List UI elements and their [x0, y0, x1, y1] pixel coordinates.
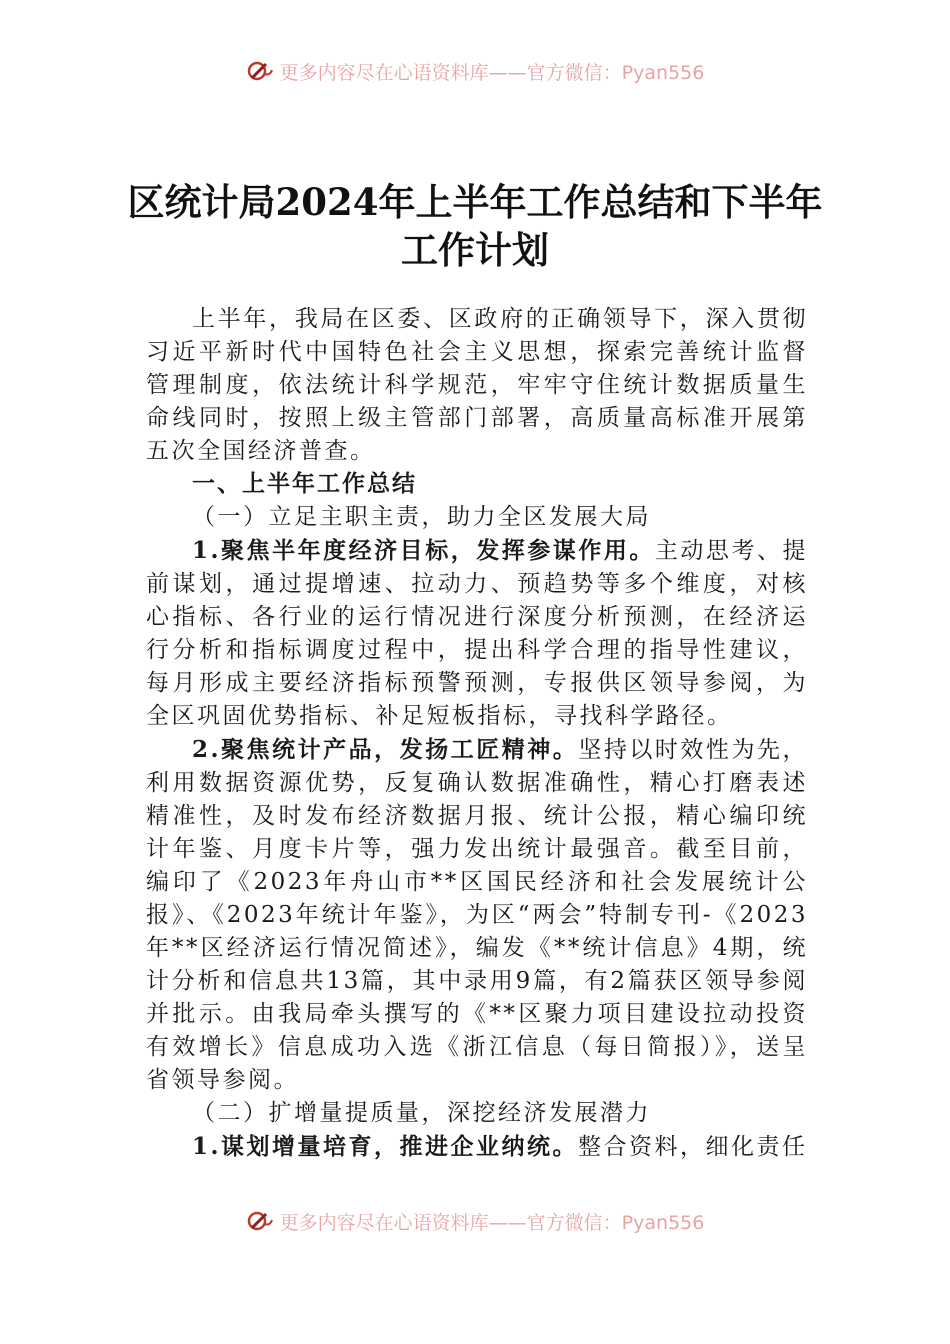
subsection-heading-1: （一）立足主职主责，助力全区发展大局 — [192, 504, 651, 530]
watermark-text: 更多内容尽在心语资料库——官方微信：Pyan556 — [279, 1211, 705, 1234]
section-heading-1: 一、上半年工作总结 — [192, 471, 417, 497]
item-lead-1: 1.聚焦半年度经济目标，发挥参谋作用。 — [192, 537, 655, 564]
item-paragraph-3 — [146, 1130, 808, 1164]
item-lead-2: 2.聚焦统计产品，发扬工匠精神。 — [192, 736, 579, 763]
watermark-bottom — [0, 1206, 950, 1236]
logo-icon — [246, 1210, 274, 1232]
subsection-heading-2: （二）扩增量提质量，深挖经济发展潜力 — [192, 1100, 651, 1126]
document-title-line1: 区统计局2024年上半年工作总结和下半年 — [127, 180, 823, 224]
watermark-top — [0, 56, 950, 86]
item-body-2: 坚持以时效性为先，利用数据资源优势，反复确认数据准确性，精心打磨表述精准性，及时发布经济数据月报、统计公报，精心编印统计年鉴、月度卡片等，强力发出统计最强音。截至目前，编印了《2023年舟山市**区国民经济和社会发展统计公报》、《2023年统计年鉴》，为区“两会”特制专刊-《2023年**区经济运行情况简述》，编发《**统计信息》4期，统计分析和信息共13篇，其中录用9篇，有2篇获区领导参阅并批示。由我局牵头撰写的《**区聚力项目建设拉动投资有效增长》信息成功入选《浙江信息（每日简报）》，送呈省领导参阅。 — [146, 737, 808, 1093]
intro-paragraph: 上半年，我局在区委、区政府的正确领导下，深入贯彻习近平新时代中国特色社会主义思想，探索完善统计监督管理制度，依法统计科学规范，牢牢守住统计数据质量生命线同时，按照上级主管部门部署，高质量高标准开展第五次全国经济普查。 — [146, 306, 808, 464]
item-body-1: 主动思考、提前谋划，通过提增速、拉动力、预趋势等多个维度，对核心指标、各行业的运行情况进行深度分析预测，在经济运行分析和指标调度过程中，提出科学合理的指导性建议，每月形成主要经济指标预警预测，专报供区领导参阅，为全区巩固优势指标、补足短板指标，寻找科学路径。 — [146, 538, 808, 729]
watermark-text: 更多内容尽在心语资料库——官方微信：Pyan556 — [279, 61, 705, 84]
document-title-line2: 工作计划 — [401, 228, 549, 272]
logo-icon — [246, 60, 274, 82]
item-paragraph-1 — [146, 534, 808, 733]
item-body-3: 整合资料，细化责任 — [578, 1134, 808, 1160]
item-lead-3: 1.谋划增量培育，推进企业纳统。 — [192, 1133, 579, 1160]
document-body — [146, 303, 808, 1164]
item-paragraph-2 — [146, 733, 808, 1097]
